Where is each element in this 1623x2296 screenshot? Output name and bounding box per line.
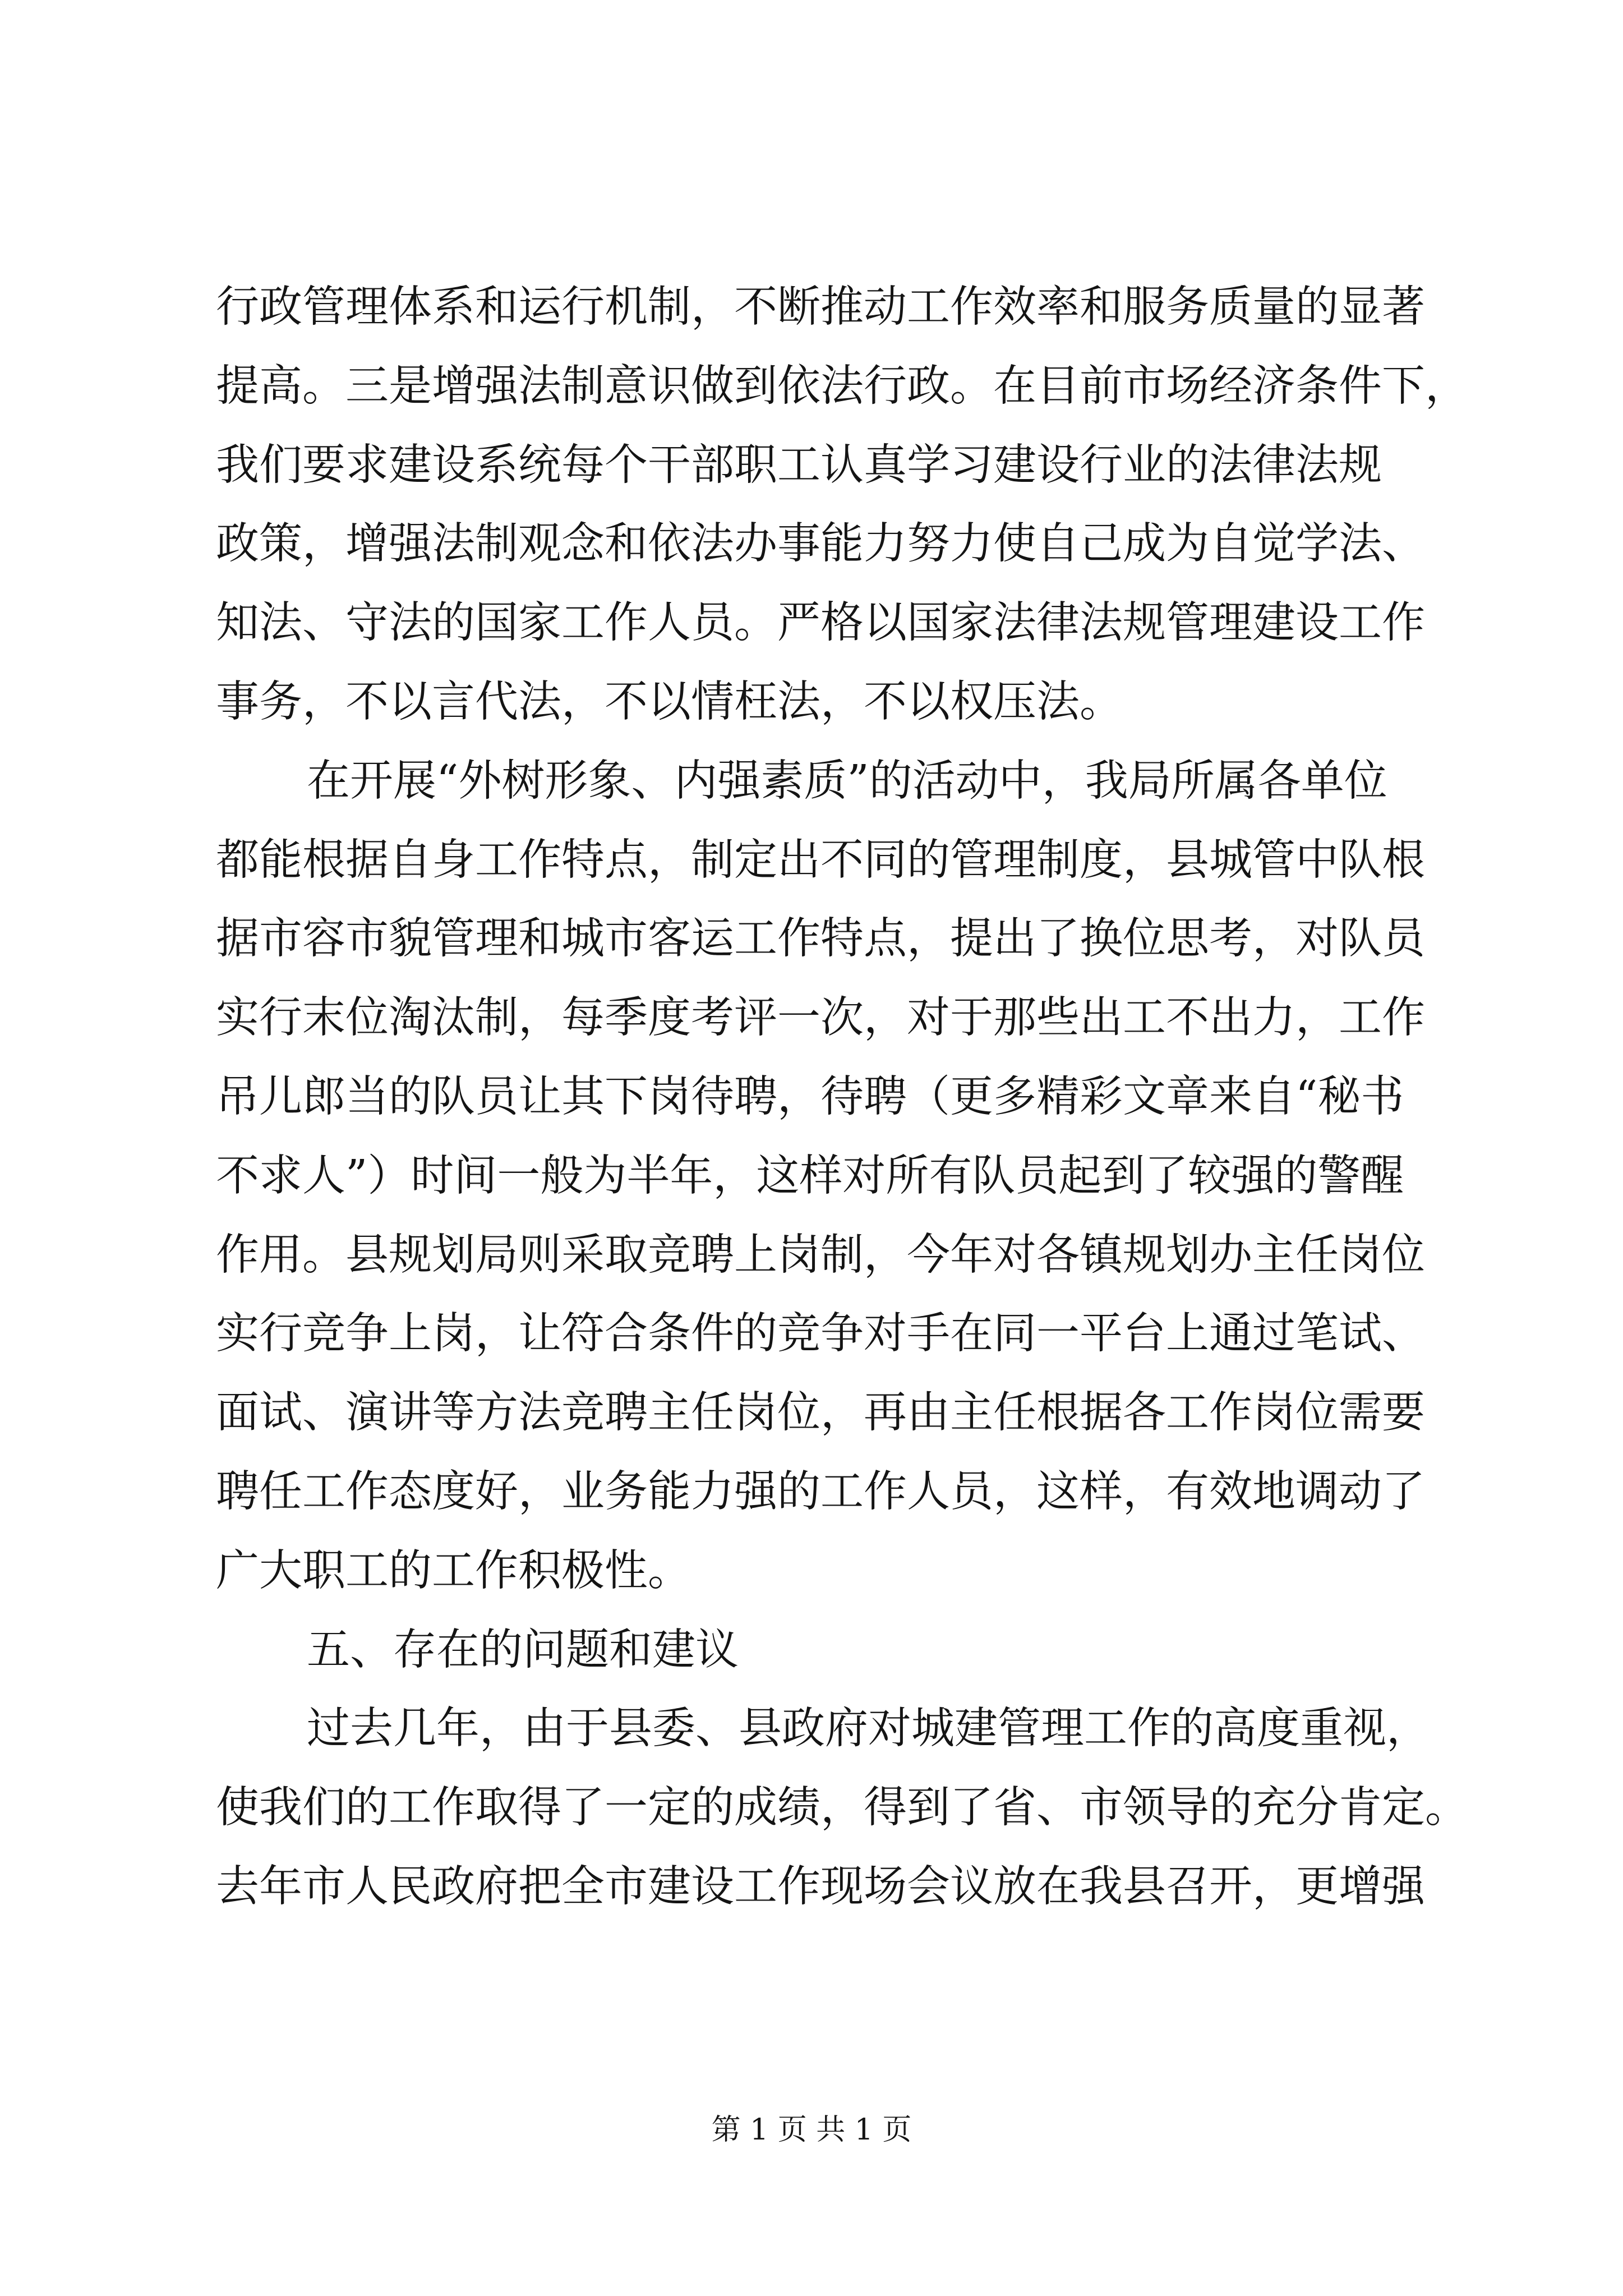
text-line: 提高。三是增强法制意识做到依法行政。在目前市场经济条件下，: [216, 361, 1468, 411]
text-line: 我们要求建设系统每个干部职工认真学习建设行业的法律法规: [216, 440, 1382, 490]
body-text: [216, 268, 1468, 1927]
text-line: 作用。县规划局则采取竞聘上岗制，今年对各镇规划办主任岗位: [216, 1230, 1425, 1280]
text-line: 知法、守法的国家工作人员。严格以国家法律法规管理建设工作: [216, 598, 1425, 648]
paragraph-first-line: 在开展“外树形象、内强素质”的活动中，我局所属各单位: [307, 756, 1387, 806]
text-line: 使我们的工作取得了一定的成绩，得到了省、市领导的充分肯定。: [216, 1783, 1468, 1833]
text-line: 实行竞争上岗，让符合条件的竞争对手在同一平台上通过笔试、: [216, 1309, 1425, 1359]
text-line: 实行末位淘汰制，每季度考评一次，对于那些出工不出力，工作: [216, 993, 1425, 1043]
text-line: 政策，增强法制观念和依法办事能力努力使自己成为自觉学法、: [216, 519, 1425, 569]
text-line: 广大职工的工作积极性。: [216, 1545, 691, 1596]
text-line: 行政管理体系和运行机制，不断推动工作效率和服务质量的显著: [216, 282, 1425, 332]
text-line: 都能根据自身工作特点，制定出不同的管理制度，县城管中队根: [216, 835, 1425, 885]
section-heading: 五、存在的问题和建议: [307, 1625, 739, 1675]
text-line: 吊儿郎当的队员让其下岗待聘，待聘（更多精彩文章来自“秘书: [216, 1071, 1404, 1122]
text-line: 聘任工作态度好，业务能力强的工作人员，这样，有效地调动了: [216, 1466, 1425, 1517]
text-line: 不求人”）时间一般为半年，这样对所有队员起到了较强的警醒: [216, 1151, 1404, 1201]
paragraph-first-line: 过去几年，由于县委、县政府对城建管理工作的高度重视，: [307, 1704, 1430, 1754]
text-line: 面试、演讲等方法竞聘主任岗位，再由主任根据各工作岗位需要: [216, 1388, 1425, 1438]
page-footer: 第 1 页 共 1 页: [711, 2113, 912, 2147]
text-line: 事务，不以言代法，不以情枉法，不以权压法。: [216, 677, 1123, 727]
text-line: 去年市人民政府把全市建设工作现场会议放在我县召开，更增强: [216, 1861, 1425, 1912]
text-line: 据市容市貌管理和城市客运工作特点，提出了换位思考，对队员: [216, 914, 1425, 964]
